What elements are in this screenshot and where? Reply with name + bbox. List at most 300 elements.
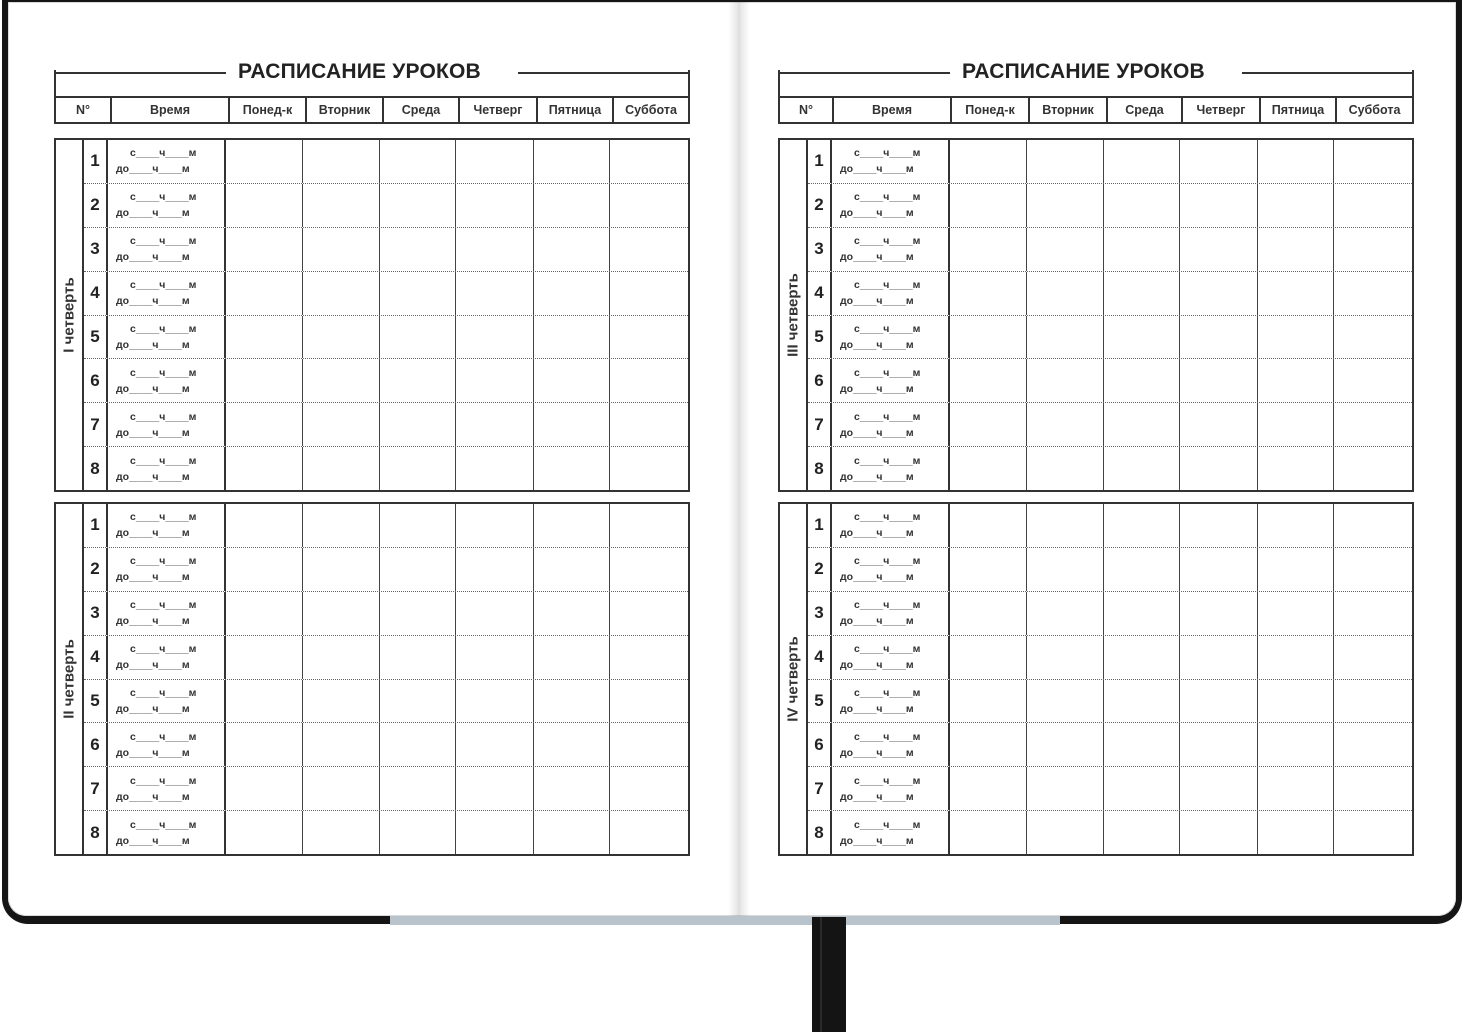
subject-cell[interactable]	[1334, 767, 1408, 810]
subject-cell[interactable]	[610, 359, 684, 402]
subject-cell[interactable]	[534, 723, 610, 766]
subject-cell[interactable]	[303, 504, 380, 547]
subject-cell[interactable]	[534, 447, 610, 490]
lesson-number: 1	[808, 504, 832, 547]
subject-cell[interactable]	[226, 316, 303, 359]
subject-cell[interactable]	[1027, 359, 1104, 402]
subject-cell[interactable]	[456, 504, 534, 547]
lesson-time-field[interactable]	[108, 228, 226, 271]
time-from: с____ч____м	[854, 643, 921, 656]
subject-cell[interactable]	[380, 140, 456, 183]
time-to: до____ч____м	[840, 834, 914, 847]
header-time: Время	[834, 98, 952, 122]
subject-cell[interactable]	[610, 723, 684, 766]
subject-cell[interactable]	[226, 680, 303, 723]
subject-cell[interactable]	[380, 316, 456, 359]
subject-cell[interactable]	[1104, 403, 1180, 446]
subject-cell[interactable]	[226, 767, 303, 810]
subject-cell[interactable]	[950, 592, 1027, 635]
subject-cell[interactable]	[1027, 228, 1104, 271]
time-from: с____ч____м	[854, 730, 921, 743]
subject-cell[interactable]	[380, 447, 456, 490]
quarter-label-column	[780, 140, 808, 490]
subject-cell[interactable]	[1104, 767, 1180, 810]
subject-cell[interactable]	[1027, 184, 1104, 227]
time-to: до____ч____м	[116, 659, 190, 672]
subject-cell[interactable]	[1258, 723, 1334, 766]
lesson-number: 6	[84, 723, 108, 766]
subject-cell[interactable]	[1180, 272, 1258, 315]
subject-cell[interactable]	[303, 359, 380, 402]
subject-cell[interactable]	[303, 680, 380, 723]
time-from: с____ч____м	[130, 555, 197, 568]
subject-cell[interactable]	[226, 592, 303, 635]
subject-cell[interactable]	[1027, 403, 1104, 446]
lesson-number: 4	[808, 272, 832, 315]
subject-cell[interactable]	[1334, 316, 1408, 359]
subject-cell[interactable]	[380, 592, 456, 635]
subject-cell[interactable]	[1180, 548, 1258, 591]
subject-cell[interactable]	[1104, 184, 1180, 227]
subject-cell[interactable]	[1258, 811, 1334, 854]
lesson-number: 2	[808, 184, 832, 227]
subject-cell[interactable]	[1334, 592, 1408, 635]
subject-cell[interactable]	[456, 680, 534, 723]
subject-cell[interactable]	[226, 228, 303, 271]
time-from: с____ч____м	[854, 686, 921, 699]
subject-cell[interactable]	[380, 272, 456, 315]
subject-cell[interactable]	[1180, 767, 1258, 810]
lesson-number: 8	[808, 447, 832, 490]
subject-cell[interactable]	[1258, 548, 1334, 591]
cover-illustration-strip	[390, 916, 1060, 925]
subject-cell[interactable]	[1027, 811, 1104, 854]
subject-cell[interactable]	[380, 767, 456, 810]
bookmark-ribbon	[812, 917, 846, 1032]
lesson-number: 6	[84, 359, 108, 402]
lesson-rows	[84, 504, 688, 854]
subject-cell[interactable]	[610, 140, 684, 183]
subject-cell[interactable]	[226, 723, 303, 766]
subject-cell[interactable]	[534, 680, 610, 723]
subject-cell[interactable]	[456, 316, 534, 359]
subject-cell[interactable]	[610, 767, 684, 810]
subject-cell[interactable]	[950, 723, 1027, 766]
subject-cell[interactable]	[456, 723, 534, 766]
subject-cell[interactable]	[1334, 140, 1408, 183]
time-from: с____ч____м	[130, 322, 197, 335]
subject-cell[interactable]	[1180, 592, 1258, 635]
subject-cell[interactable]	[1104, 548, 1180, 591]
subject-cell[interactable]	[380, 723, 456, 766]
subject-cell[interactable]	[1027, 723, 1104, 766]
subject-cell[interactable]	[1334, 680, 1408, 723]
subject-cell[interactable]	[1258, 359, 1334, 402]
subject-cell[interactable]	[226, 447, 303, 490]
subject-cell[interactable]	[610, 447, 684, 490]
lesson-time-field[interactable]	[832, 592, 950, 635]
subject-cell[interactable]	[610, 680, 684, 723]
subject-cell[interactable]	[226, 359, 303, 402]
subject-cell[interactable]	[1258, 504, 1334, 547]
subject-cell[interactable]	[1258, 228, 1334, 271]
time-to: до____ч____м	[840, 790, 914, 803]
subject-cell[interactable]	[303, 272, 380, 315]
subject-cell[interactable]	[950, 548, 1027, 591]
subject-cell[interactable]	[226, 184, 303, 227]
time-to: до____ч____м	[116, 338, 190, 351]
subject-cell[interactable]	[1334, 811, 1408, 854]
subject-cell[interactable]	[303, 184, 380, 227]
header-day: Понед-к	[952, 98, 1030, 122]
lesson-number: 5	[84, 316, 108, 359]
time-from: с____ч____м	[130, 279, 197, 292]
lesson-time-field[interactable]	[832, 504, 950, 547]
subject-cell[interactable]	[610, 811, 684, 854]
lesson-time-field[interactable]	[108, 184, 226, 227]
subject-cell[interactable]	[610, 548, 684, 591]
subject-cell[interactable]	[610, 592, 684, 635]
subject-cell[interactable]	[1027, 592, 1104, 635]
subject-cell[interactable]	[1180, 403, 1258, 446]
lesson-time-field[interactable]	[108, 504, 226, 547]
subject-cell[interactable]	[950, 359, 1027, 402]
time-to: до____ч____м	[116, 295, 190, 308]
subject-cell[interactable]	[534, 228, 610, 271]
quarter-block	[778, 502, 1414, 856]
subject-cell[interactable]	[1027, 140, 1104, 183]
subject-cell[interactable]	[534, 636, 610, 679]
subject-cell[interactable]	[1258, 272, 1334, 315]
subject-cell[interactable]	[303, 723, 380, 766]
subject-cell[interactable]	[226, 504, 303, 547]
lesson-time-field[interactable]	[832, 316, 950, 359]
subject-cell[interactable]	[456, 359, 534, 402]
time-to: до____ч____м	[840, 615, 914, 628]
subject-cell[interactable]	[1104, 636, 1180, 679]
subject-cell[interactable]	[1180, 184, 1258, 227]
subject-cell[interactable]	[1258, 767, 1334, 810]
lesson-row	[808, 272, 1412, 316]
subject-cell[interactable]	[303, 811, 380, 854]
lesson-row	[84, 811, 688, 854]
time-from: с____ч____м	[854, 454, 921, 467]
subject-cell[interactable]	[1258, 592, 1334, 635]
subject-cell[interactable]	[456, 636, 534, 679]
subject-cell[interactable]	[950, 316, 1027, 359]
lesson-time-field[interactable]	[832, 184, 950, 227]
subject-cell[interactable]	[1334, 359, 1408, 402]
lesson-number: 3	[84, 592, 108, 635]
lesson-row	[84, 228, 688, 272]
subject-cell[interactable]	[1104, 811, 1180, 854]
subject-cell[interactable]	[456, 272, 534, 315]
subject-cell[interactable]	[1334, 447, 1408, 490]
subject-cell[interactable]	[1180, 228, 1258, 271]
subject-cell[interactable]	[1258, 680, 1334, 723]
lesson-row	[84, 403, 688, 447]
subject-cell[interactable]	[534, 811, 610, 854]
lesson-number: 7	[84, 767, 108, 810]
subject-cell[interactable]	[950, 504, 1027, 547]
subject-cell[interactable]	[1180, 811, 1258, 854]
subject-cell[interactable]	[1104, 359, 1180, 402]
subject-cell[interactable]	[1180, 723, 1258, 766]
subject-cell[interactable]	[1258, 316, 1334, 359]
lesson-time-field[interactable]	[832, 403, 950, 446]
header-day: Суббота	[625, 103, 677, 117]
subject-cell[interactable]	[226, 272, 303, 315]
subject-cell[interactable]	[610, 272, 684, 315]
subject-cell[interactable]	[1104, 140, 1180, 183]
lesson-time-field[interactable]	[108, 767, 226, 810]
lesson-number: 8	[84, 447, 108, 490]
lesson-number: 3	[808, 592, 832, 635]
subject-cell[interactable]	[534, 316, 610, 359]
subject-cell[interactable]	[1258, 184, 1334, 227]
lesson-row	[808, 140, 1412, 184]
subject-cell[interactable]	[1180, 680, 1258, 723]
time-to: до____ч____м	[840, 746, 914, 759]
subject-cell[interactable]	[534, 184, 610, 227]
lesson-time-field[interactable]	[108, 636, 226, 679]
subject-cell[interactable]	[534, 272, 610, 315]
subject-cell[interactable]	[610, 184, 684, 227]
subject-cell[interactable]	[380, 680, 456, 723]
subject-cell[interactable]	[1104, 228, 1180, 271]
page-gutter	[728, 2, 750, 916]
time-to: до____ч____м	[116, 426, 190, 439]
subject-cell[interactable]	[380, 359, 456, 402]
subject-cell[interactable]	[1104, 680, 1180, 723]
subject-cell[interactable]	[380, 811, 456, 854]
subject-cell[interactable]	[303, 636, 380, 679]
subject-cell[interactable]	[534, 140, 610, 183]
time-to: до____ч____м	[116, 746, 190, 759]
subject-cell[interactable]	[534, 504, 610, 547]
subject-cell[interactable]	[950, 636, 1027, 679]
lesson-time-field[interactable]	[108, 680, 226, 723]
lesson-row	[808, 184, 1412, 228]
subject-cell[interactable]	[1104, 316, 1180, 359]
lesson-number: 2	[84, 548, 108, 591]
subject-cell[interactable]	[226, 140, 303, 183]
lesson-time-field[interactable]	[832, 272, 950, 315]
time-from: с____ч____м	[130, 511, 197, 524]
subject-cell[interactable]	[610, 636, 684, 679]
subject-cell[interactable]	[534, 548, 610, 591]
lesson-number: 3	[808, 228, 832, 271]
subject-cell[interactable]	[303, 592, 380, 635]
header-table	[54, 70, 690, 124]
subject-cell[interactable]	[380, 636, 456, 679]
lesson-row	[84, 359, 688, 403]
subject-cell[interactable]	[610, 228, 684, 271]
subject-cell[interactable]	[380, 228, 456, 271]
subject-cell[interactable]	[456, 228, 534, 271]
subject-cell[interactable]	[534, 592, 610, 635]
lesson-number: 4	[808, 636, 832, 679]
subject-cell[interactable]	[950, 811, 1027, 854]
subject-cell[interactable]	[1027, 767, 1104, 810]
lesson-time-field[interactable]	[108, 316, 226, 359]
subject-cell[interactable]	[1334, 184, 1408, 227]
subject-cell[interactable]	[303, 767, 380, 810]
time-to: до____ч____м	[116, 470, 190, 483]
subject-cell[interactable]	[1258, 403, 1334, 446]
subject-cell[interactable]	[456, 184, 534, 227]
subject-cell[interactable]	[456, 447, 534, 490]
lesson-time-field[interactable]	[108, 272, 226, 315]
subject-cell[interactable]	[1027, 680, 1104, 723]
lesson-row	[84, 723, 688, 767]
subject-cell[interactable]	[534, 359, 610, 402]
lesson-rows	[84, 140, 688, 490]
subject-cell[interactable]	[1334, 548, 1408, 591]
lesson-time-field[interactable]	[832, 228, 950, 271]
lesson-row	[808, 504, 1412, 548]
subject-cell[interactable]	[1180, 447, 1258, 490]
lesson-number: 1	[84, 140, 108, 183]
subject-cell[interactable]	[950, 680, 1027, 723]
subject-cell[interactable]	[456, 403, 534, 446]
time-to: до____ч____м	[840, 207, 914, 220]
subject-cell[interactable]	[303, 548, 380, 591]
subject-cell[interactable]	[380, 184, 456, 227]
lesson-number: 6	[808, 723, 832, 766]
lesson-time-field[interactable]	[832, 811, 950, 854]
time-from: с____ч____м	[130, 410, 197, 423]
lesson-time-field[interactable]	[832, 548, 950, 591]
subject-cell[interactable]	[610, 316, 684, 359]
time-to: до____ч____м	[116, 207, 190, 220]
time-from: с____ч____м	[854, 191, 921, 204]
subject-cell[interactable]	[1027, 316, 1104, 359]
subject-cell[interactable]	[303, 403, 380, 446]
subject-cell[interactable]	[1104, 723, 1180, 766]
subject-cell[interactable]	[1027, 504, 1104, 547]
subject-cell[interactable]	[534, 767, 610, 810]
subject-cell[interactable]	[380, 504, 456, 547]
lesson-time-field[interactable]	[832, 723, 950, 766]
subject-cell[interactable]	[610, 403, 684, 446]
subject-cell[interactable]	[1104, 272, 1180, 315]
subject-cell[interactable]	[456, 140, 534, 183]
subject-cell[interactable]	[534, 403, 610, 446]
time-to: до____ч____м	[840, 382, 914, 395]
time-to: до____ч____м	[840, 571, 914, 584]
subject-cell[interactable]	[610, 504, 684, 547]
subject-cell[interactable]	[1180, 504, 1258, 547]
time-to: до____ч____м	[116, 834, 190, 847]
lesson-time-field[interactable]	[108, 811, 226, 854]
header-day: Четверг	[1183, 98, 1261, 122]
subject-cell[interactable]	[1334, 504, 1408, 547]
subject-cell[interactable]	[380, 403, 456, 446]
lesson-time-field[interactable]	[108, 592, 226, 635]
subject-cell[interactable]	[303, 447, 380, 490]
header-time: Время	[112, 98, 230, 122]
lesson-time-field[interactable]	[108, 359, 226, 402]
subject-cell[interactable]	[1180, 140, 1258, 183]
subject-cell[interactable]	[1027, 548, 1104, 591]
subject-cell[interactable]	[950, 447, 1027, 490]
lesson-time-field[interactable]	[832, 447, 950, 490]
quarter-label: I четверть	[60, 277, 78, 353]
lesson-time-field[interactable]	[108, 548, 226, 591]
lesson-row	[808, 592, 1412, 636]
lesson-time-field[interactable]	[832, 767, 950, 810]
lesson-time-field[interactable]	[108, 447, 226, 490]
subject-cell[interactable]	[1104, 592, 1180, 635]
subject-cell[interactable]	[1180, 316, 1258, 359]
subject-cell[interactable]	[1334, 228, 1408, 271]
subject-cell[interactable]	[950, 403, 1027, 446]
lesson-number: 5	[84, 680, 108, 723]
lesson-time-field[interactable]	[108, 140, 226, 183]
subject-cell[interactable]	[1027, 447, 1104, 490]
lesson-time-field[interactable]	[832, 636, 950, 679]
subject-cell[interactable]	[226, 811, 303, 854]
subject-cell[interactable]	[1258, 447, 1334, 490]
subject-cell[interactable]	[950, 184, 1027, 227]
lesson-time-field[interactable]	[108, 723, 226, 766]
subject-cell[interactable]	[226, 636, 303, 679]
lesson-number: 8	[84, 811, 108, 854]
subject-cell[interactable]	[1180, 636, 1258, 679]
subject-cell[interactable]	[950, 767, 1027, 810]
subject-cell[interactable]	[380, 548, 456, 591]
subject-cell[interactable]	[456, 811, 534, 854]
subject-cell[interactable]	[303, 316, 380, 359]
time-from: с____ч____м	[854, 235, 921, 248]
subject-cell[interactable]	[1104, 504, 1180, 547]
subject-cell[interactable]	[456, 592, 534, 635]
quarter-label: III четверть	[784, 273, 802, 357]
lesson-time-field[interactable]	[832, 359, 950, 402]
header-day: Вторник	[307, 98, 384, 122]
subject-cell[interactable]	[1334, 723, 1408, 766]
time-from: с____ч____м	[130, 686, 197, 699]
subject-cell[interactable]	[1334, 272, 1408, 315]
subject-cell[interactable]	[226, 403, 303, 446]
subject-cell[interactable]	[950, 140, 1027, 183]
subject-cell[interactable]	[1180, 359, 1258, 402]
subject-cell[interactable]	[303, 228, 380, 271]
lesson-time-field[interactable]	[832, 680, 950, 723]
subject-cell[interactable]	[1027, 272, 1104, 315]
time-from: с____ч____м	[130, 774, 197, 787]
subject-cell[interactable]	[1334, 636, 1408, 679]
subject-cell[interactable]	[1104, 447, 1180, 490]
subject-cell[interactable]	[950, 272, 1027, 315]
subject-cell[interactable]	[456, 548, 534, 591]
header-row	[56, 96, 688, 124]
subject-cell[interactable]	[1258, 140, 1334, 183]
subject-cell[interactable]	[226, 548, 303, 591]
lesson-time-field[interactable]	[108, 403, 226, 446]
lesson-number: 7	[808, 403, 832, 446]
subject-cell[interactable]	[303, 140, 380, 183]
lesson-row	[84, 184, 688, 228]
lesson-row	[84, 680, 688, 724]
subject-cell[interactable]	[456, 767, 534, 810]
subject-cell[interactable]	[950, 228, 1027, 271]
subject-cell[interactable]	[1258, 636, 1334, 679]
lesson-time-field[interactable]	[832, 140, 950, 183]
subject-cell[interactable]	[1027, 636, 1104, 679]
subject-cell[interactable]	[1334, 403, 1408, 446]
